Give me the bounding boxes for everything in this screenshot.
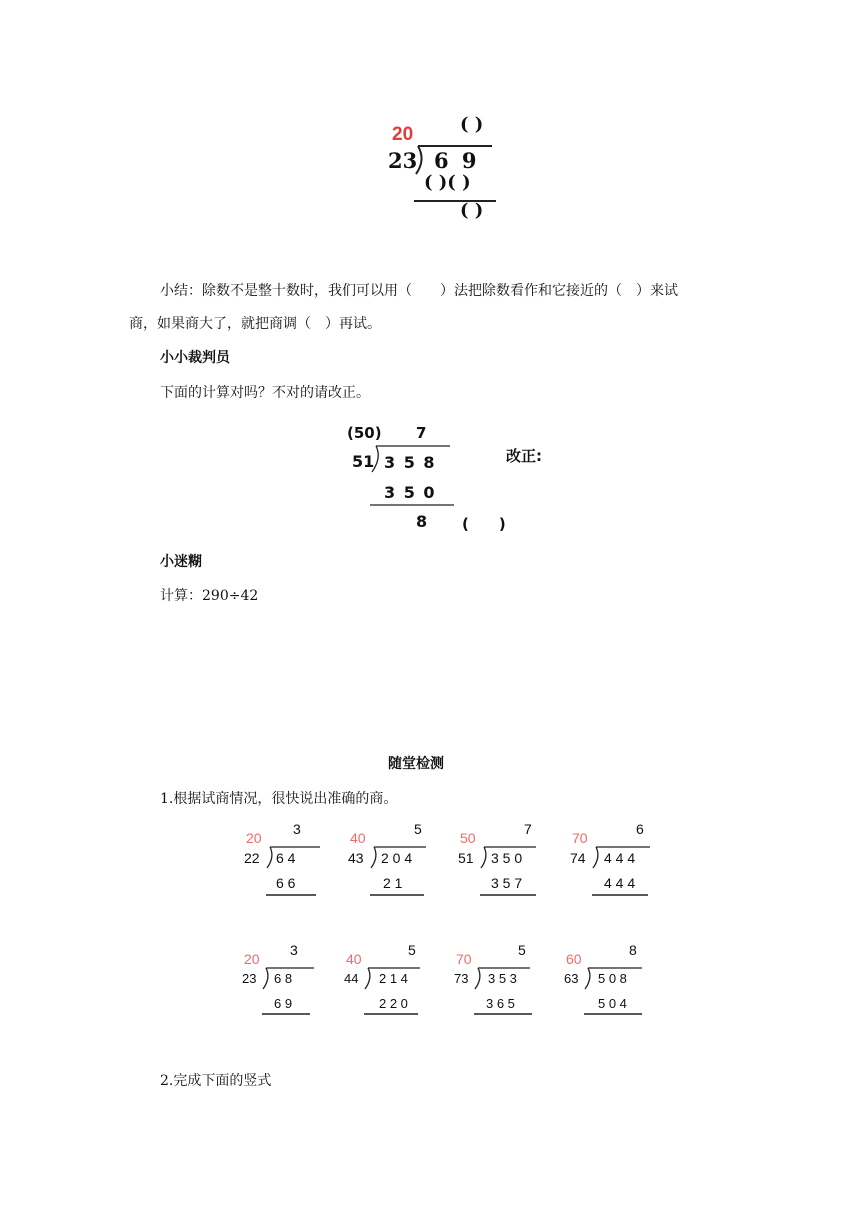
dividend: 3 5 0 (491, 850, 523, 866)
product: 5 0 4 (598, 996, 627, 1011)
check-q2: 2.完成下面的竖式 (160, 1073, 272, 1089)
divisor: 23 (388, 148, 418, 173)
judge-trial: (50) (347, 424, 382, 442)
division-bracket (360, 967, 422, 1019)
division-bracket (366, 846, 428, 898)
quotient: 6 (636, 821, 644, 837)
remainder-blank: ( ) (460, 200, 484, 221)
judge-remainder: 8 (416, 512, 428, 531)
judge-dividend: 3 5 8 (384, 453, 435, 472)
product: 2 1 (383, 875, 403, 891)
divisor: 22 (244, 850, 260, 866)
quotient: 8 (629, 942, 637, 958)
product: 6 6 (276, 875, 296, 891)
division-item (242, 942, 322, 1022)
quotient: 5 (408, 942, 416, 958)
divisor: 74 (570, 850, 586, 866)
division-item (458, 818, 540, 898)
trial-quotient: 40 (346, 951, 362, 967)
dividend: 4 4 4 (604, 850, 636, 866)
dividend: 2 1 4 (379, 971, 408, 986)
trial-quotient: 70 (456, 951, 472, 967)
quotient: 3 (290, 942, 298, 958)
confusion-calc: 计算：290÷42 (160, 588, 259, 604)
judge-correction-label: 改正: (506, 447, 542, 465)
quotient: 3 (293, 821, 301, 837)
product-blanks: ( )( ) (424, 172, 471, 193)
dividend: 6 4 (276, 850, 296, 866)
division-item (564, 942, 646, 1022)
dividend: 2 0 4 (381, 850, 413, 866)
judge-division-bracket (368, 444, 460, 508)
product: 6 9 (274, 996, 293, 1011)
division-bracket (580, 967, 646, 1019)
judge-divisor: 51 (352, 452, 375, 471)
division-bracket (470, 967, 534, 1019)
product: 3 5 7 (491, 875, 523, 891)
division-item (348, 818, 428, 898)
judge-heading: 小小裁判员 (160, 350, 230, 366)
dividend: 6 9 (434, 148, 477, 173)
divisor: 43 (348, 850, 364, 866)
trial-quotient: 20 (392, 124, 414, 145)
trial-quotient: 20 (246, 830, 262, 846)
division-bracket (262, 846, 324, 898)
product: 2 2 0 (379, 996, 408, 1011)
confusion-heading: 小迷糊 (160, 554, 202, 570)
summary-line-2: 商，如果商大了，就把商调（ ）再试。 (129, 316, 381, 332)
division-item (244, 818, 324, 898)
summary-line-1: 小结：除数不是整十数时，我们可以用（ ）法把除数看作和它接近的（ ）来试 (160, 283, 678, 299)
judge-product: 3 5 0 (384, 483, 435, 502)
trial-quotient: 40 (350, 830, 366, 846)
trial-quotient: 60 (566, 951, 582, 967)
judge-answer-blank: ( ) (462, 515, 506, 533)
quotient: 7 (524, 821, 532, 837)
check-q1: 1.根据试商情况，很快说出准确的商。 (160, 791, 398, 807)
check-title: 随堂检测 (388, 756, 444, 772)
division-item (454, 942, 536, 1022)
judge-quotient: 7 (416, 424, 427, 442)
dividend: 3 5 3 (488, 971, 517, 986)
division-item (344, 942, 424, 1022)
dividend: 5 0 8 (598, 971, 627, 986)
divisor: 63 (564, 971, 579, 986)
division-bracket (588, 846, 652, 898)
division-bracket (476, 846, 540, 898)
product: 3 6 5 (486, 996, 515, 1011)
divisor: 23 (242, 971, 257, 986)
quotient: 5 (518, 942, 526, 958)
trial-quotient: 70 (572, 830, 588, 846)
dividend: 6 8 (274, 971, 293, 986)
trial-quotient: 50 (460, 830, 476, 846)
division-item (570, 818, 652, 898)
product: 4 4 4 (604, 875, 636, 891)
judge-prompt: 下面的计算对吗？不对的请改正。 (160, 385, 370, 401)
divisor: 44 (344, 971, 359, 986)
top-division-bracket (410, 142, 500, 204)
division-bracket (258, 967, 320, 1019)
divisor: 51 (458, 850, 474, 866)
divisor: 73 (454, 971, 469, 986)
trial-quotient: 20 (244, 951, 260, 967)
quotient: 5 (414, 821, 422, 837)
quotient-blank: ( ) (460, 114, 484, 135)
